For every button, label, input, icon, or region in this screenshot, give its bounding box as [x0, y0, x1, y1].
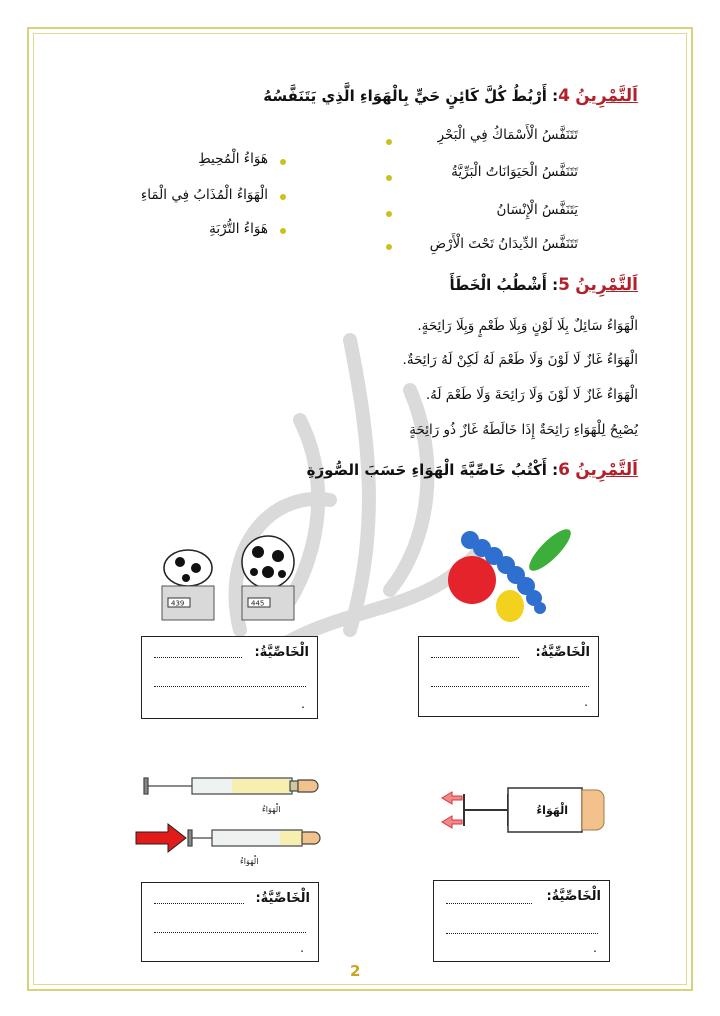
answer-line[interactable] [446, 933, 598, 934]
exercise-6-label: اَلتَّمْرِينُ [575, 460, 638, 480]
exercise-5-title [449, 275, 638, 295]
ex4-left-bullet-1[interactable] [280, 159, 286, 165]
ex4-left-bullet-2[interactable] [280, 194, 286, 200]
property-label: الْخَاصِّيَّةُ: [254, 645, 309, 660]
ex4-right-bullet-2[interactable] [386, 175, 392, 181]
ex4-right-item-4: تَتَنَفَّسُ الدِّيدَانُ تَحْتَ الْأَرْضِ [429, 236, 578, 252]
exercise-6-title [307, 460, 638, 480]
answer-line[interactable] [154, 932, 306, 933]
answer-line[interactable] [446, 903, 532, 904]
answer-line[interactable] [431, 686, 589, 687]
property-label: الْخَاصِّيَّةُ: [255, 891, 310, 906]
exercise-4-label: اَلتَّمْرِينُ [575, 86, 638, 106]
exercise-5-instruction: : أَشْطُبُ الْخَطَأَ [449, 276, 559, 294]
answer-box-scales[interactable] [141, 636, 318, 719]
answer-line[interactable] [431, 657, 519, 658]
answer-box-air-syringe[interactable] [433, 880, 610, 962]
exercise-4-instruction: : أَرْبُطُ كُلَّ كَائِنٍ حَيٍّ بِالْهَوَاءِ الَّذِي يَتَنَفَّسُهُ [263, 87, 559, 105]
exercise-5-label: اَلتَّمْرِينُ [575, 275, 638, 295]
ex4-right-bullet-3[interactable] [386, 211, 392, 217]
ex4-left-item-3: هَوَاءُ التُّرْبَةِ [209, 221, 268, 237]
balls-on-scales-image [150, 528, 310, 628]
end-mark: . [584, 695, 588, 709]
exercise-5-number: 5 [558, 275, 570, 295]
ex4-left-item-2: الْهَوَاءُ الْمُذَابُ فِي الْمَاءِ [140, 187, 268, 203]
property-label: الْخَاصِّيَّةُ: [546, 889, 601, 904]
answer-line[interactable] [154, 903, 244, 904]
scale-reading-2: 445 [251, 599, 265, 608]
syringes-image [132, 758, 322, 870]
ex4-right-item-2: تَتَنَفَّسُ الْحَيَوَانَاتُ الْبَرِّيَّةُ [451, 164, 578, 180]
answer-line[interactable] [154, 686, 306, 687]
ex5-statement-2[interactable]: الْهَوَاءُ غَازٌ لَا لَوْنَ وَلَا طَعْمَ لَهُ لَكِنْ لَهُ رَائِحَةٌ. [402, 352, 638, 368]
scale-reading-1: 439 [171, 599, 185, 608]
property-label: الْخَاصِّيَّةُ: [535, 645, 590, 660]
ex4-right-bullet-1[interactable] [386, 139, 392, 145]
exercise-4-title [263, 86, 638, 106]
ex4-left-item-1: هَوَاءُ الْمُحِيطِ [198, 151, 268, 167]
page-number: 2 [350, 962, 361, 980]
ex5-statement-1[interactable]: الْهَوَاءُ سَائِلٌ بِلَا لَوْنٍ وَبِلَا طَعْمٍ وَبِلَا رَائِحَةٍ. [417, 318, 638, 334]
syringe-label-1: الْهَوَاءُ [262, 805, 281, 814]
air-syringe-image [430, 780, 620, 840]
ex4-left-bullet-3[interactable] [280, 228, 286, 234]
air-label: الْهَوَاءُ [536, 804, 568, 817]
exercise-4-number: 4 [558, 86, 570, 106]
ex5-statement-3[interactable]: الْهَوَاءُ غَازٌ لَا لَوْنَ وَلَا رَائِحَةَ وَلَا طَعْمَ لَهُ. [425, 387, 638, 403]
answer-line[interactable] [154, 657, 242, 658]
balloons-image [440, 520, 590, 630]
ex5-statement-4[interactable]: يُصْبِحُ لِلْهَوَاءِ رَائِحَةٌ إِذَا خَالَطَهُ غَازٌ ذُو رَائِحَةٍ [409, 422, 638, 438]
end-mark: . [300, 941, 304, 955]
answer-box-balloons[interactable] [418, 636, 599, 717]
end-mark: . [301, 697, 305, 711]
ex4-right-bullet-4[interactable] [386, 244, 392, 250]
end-mark: . [593, 941, 597, 955]
exercise-6-instruction: : أَكْتُبُ خَاصِّيَّةَ الْهَوَاءِ حَسَبَ الصُّورَةِ [306, 461, 559, 479]
ex4-right-item-1: تَتَنَفَّسُ الْأَسْمَاكُ فِي الْبَحْرِ [437, 127, 578, 143]
ex4-right-item-3: يَتَنَفَّسُ الْإِنْسَانُ [496, 202, 578, 218]
syringe-label-2: الْهَوَاءُ [240, 857, 259, 866]
answer-box-syringes[interactable] [141, 882, 319, 962]
exercise-6-number: 6 [558, 460, 570, 480]
